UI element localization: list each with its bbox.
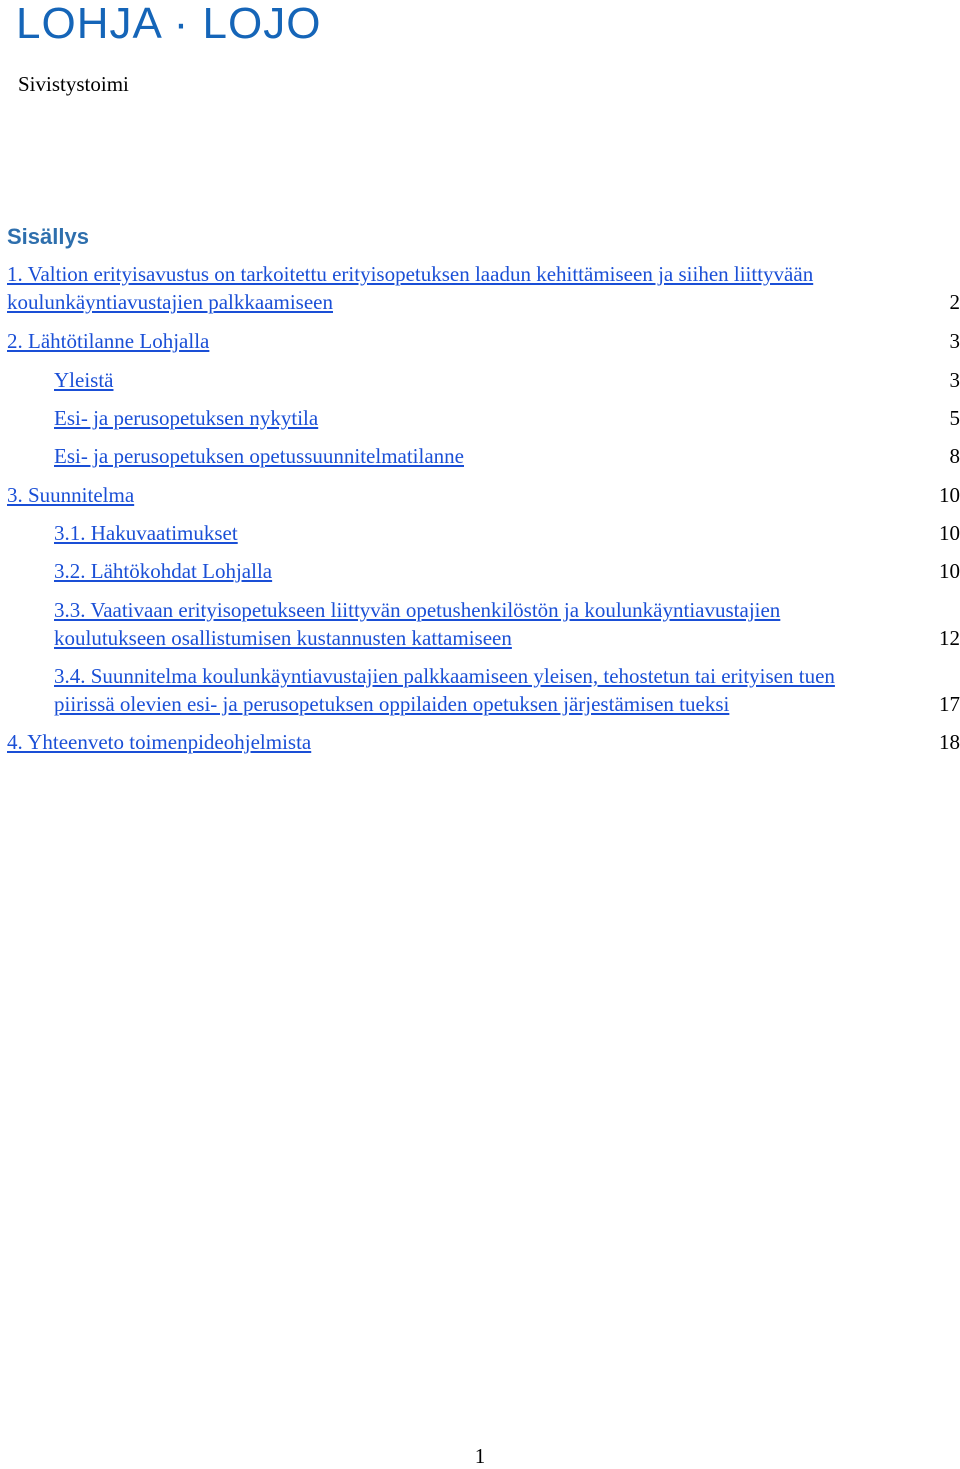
toc-entry-page: 2	[949, 290, 960, 314]
toc-entry-link[interactable]: 2. Lähtötilanne Lohjalla	[7, 329, 210, 353]
toc-entry-page: 3	[949, 368, 960, 392]
lohja-lojo-logo: LOHJA · LOJO	[16, 0, 322, 48]
toc-entry[interactable]	[7, 260, 960, 316]
toc-entry-page: 10	[939, 559, 960, 583]
toc-entry[interactable]	[7, 481, 960, 509]
toc-entry-page: 12	[939, 626, 960, 650]
toc-entry-link[interactable]: 3.2. Lähtökohdat Lohjalla	[54, 559, 273, 583]
toc-entry[interactable]	[54, 596, 960, 652]
toc-entry-page: 17	[939, 692, 960, 716]
toc-entry-page: 18	[939, 730, 960, 754]
toc-entry-link[interactable]: 1. Valtion erityisavustus on tarkoitettu erityisopetuksen laadun kehittämiseen ja siihen liittyvään koulunkäyntiavustajien palkkaamiseen	[7, 262, 814, 314]
toc-entry-page: 10	[939, 521, 960, 545]
toc-entry-link[interactable]: 3.3. Vaativaan erityisopetukseen liittyvän opetushenkilöstön ja koulunkäyntiavustajien koulutukseen osallistumisen kustannusten kattamiseen	[54, 598, 781, 650]
toc-entry[interactable]	[54, 442, 960, 470]
toc-entry[interactable]	[54, 404, 960, 432]
toc-entry[interactable]	[7, 728, 960, 756]
toc-entry-link[interactable]: 4. Yhteenveto toimenpideohjelmista	[7, 730, 312, 754]
page-number: 1	[474, 1444, 486, 1468]
toc-entry[interactable]	[54, 366, 960, 394]
toc-entry-link[interactable]: Yleistä	[54, 368, 114, 392]
toc-entry[interactable]	[54, 662, 960, 718]
toc-entry-link[interactable]: 3.1. Hakuvaatimukset	[54, 521, 238, 545]
toc-entry-page: 5	[949, 406, 960, 430]
toc-entry-page: 8	[949, 444, 960, 468]
toc-heading: Sisällys	[7, 224, 89, 249]
toc-entry-link[interactable]: 3. Suunnitelma	[7, 483, 135, 507]
toc-entry-link[interactable]: Esi- ja perusopetuksen opetussuunnitelmatilanne	[54, 444, 464, 468]
toc-entry-link[interactable]: 3.4. Suunnitelma koulunkäyntiavustajien palkkaamiseen yleisen, tehostetun tai erityisen tuen piirissä olevien esi- ja perusopetuksen oppilaiden opetuksen järjestämisen tueksi	[54, 664, 835, 716]
toc-entry-page: 10	[939, 483, 960, 507]
toc-entry-link[interactable]: Esi- ja perusopetuksen nykytila	[54, 406, 319, 430]
toc-entry[interactable]	[54, 519, 960, 547]
toc-entry[interactable]	[54, 557, 960, 585]
department-name: Sivistystoimi	[18, 72, 129, 96]
toc-entry-page: 3	[949, 329, 960, 353]
toc-entry[interactable]	[7, 327, 960, 355]
